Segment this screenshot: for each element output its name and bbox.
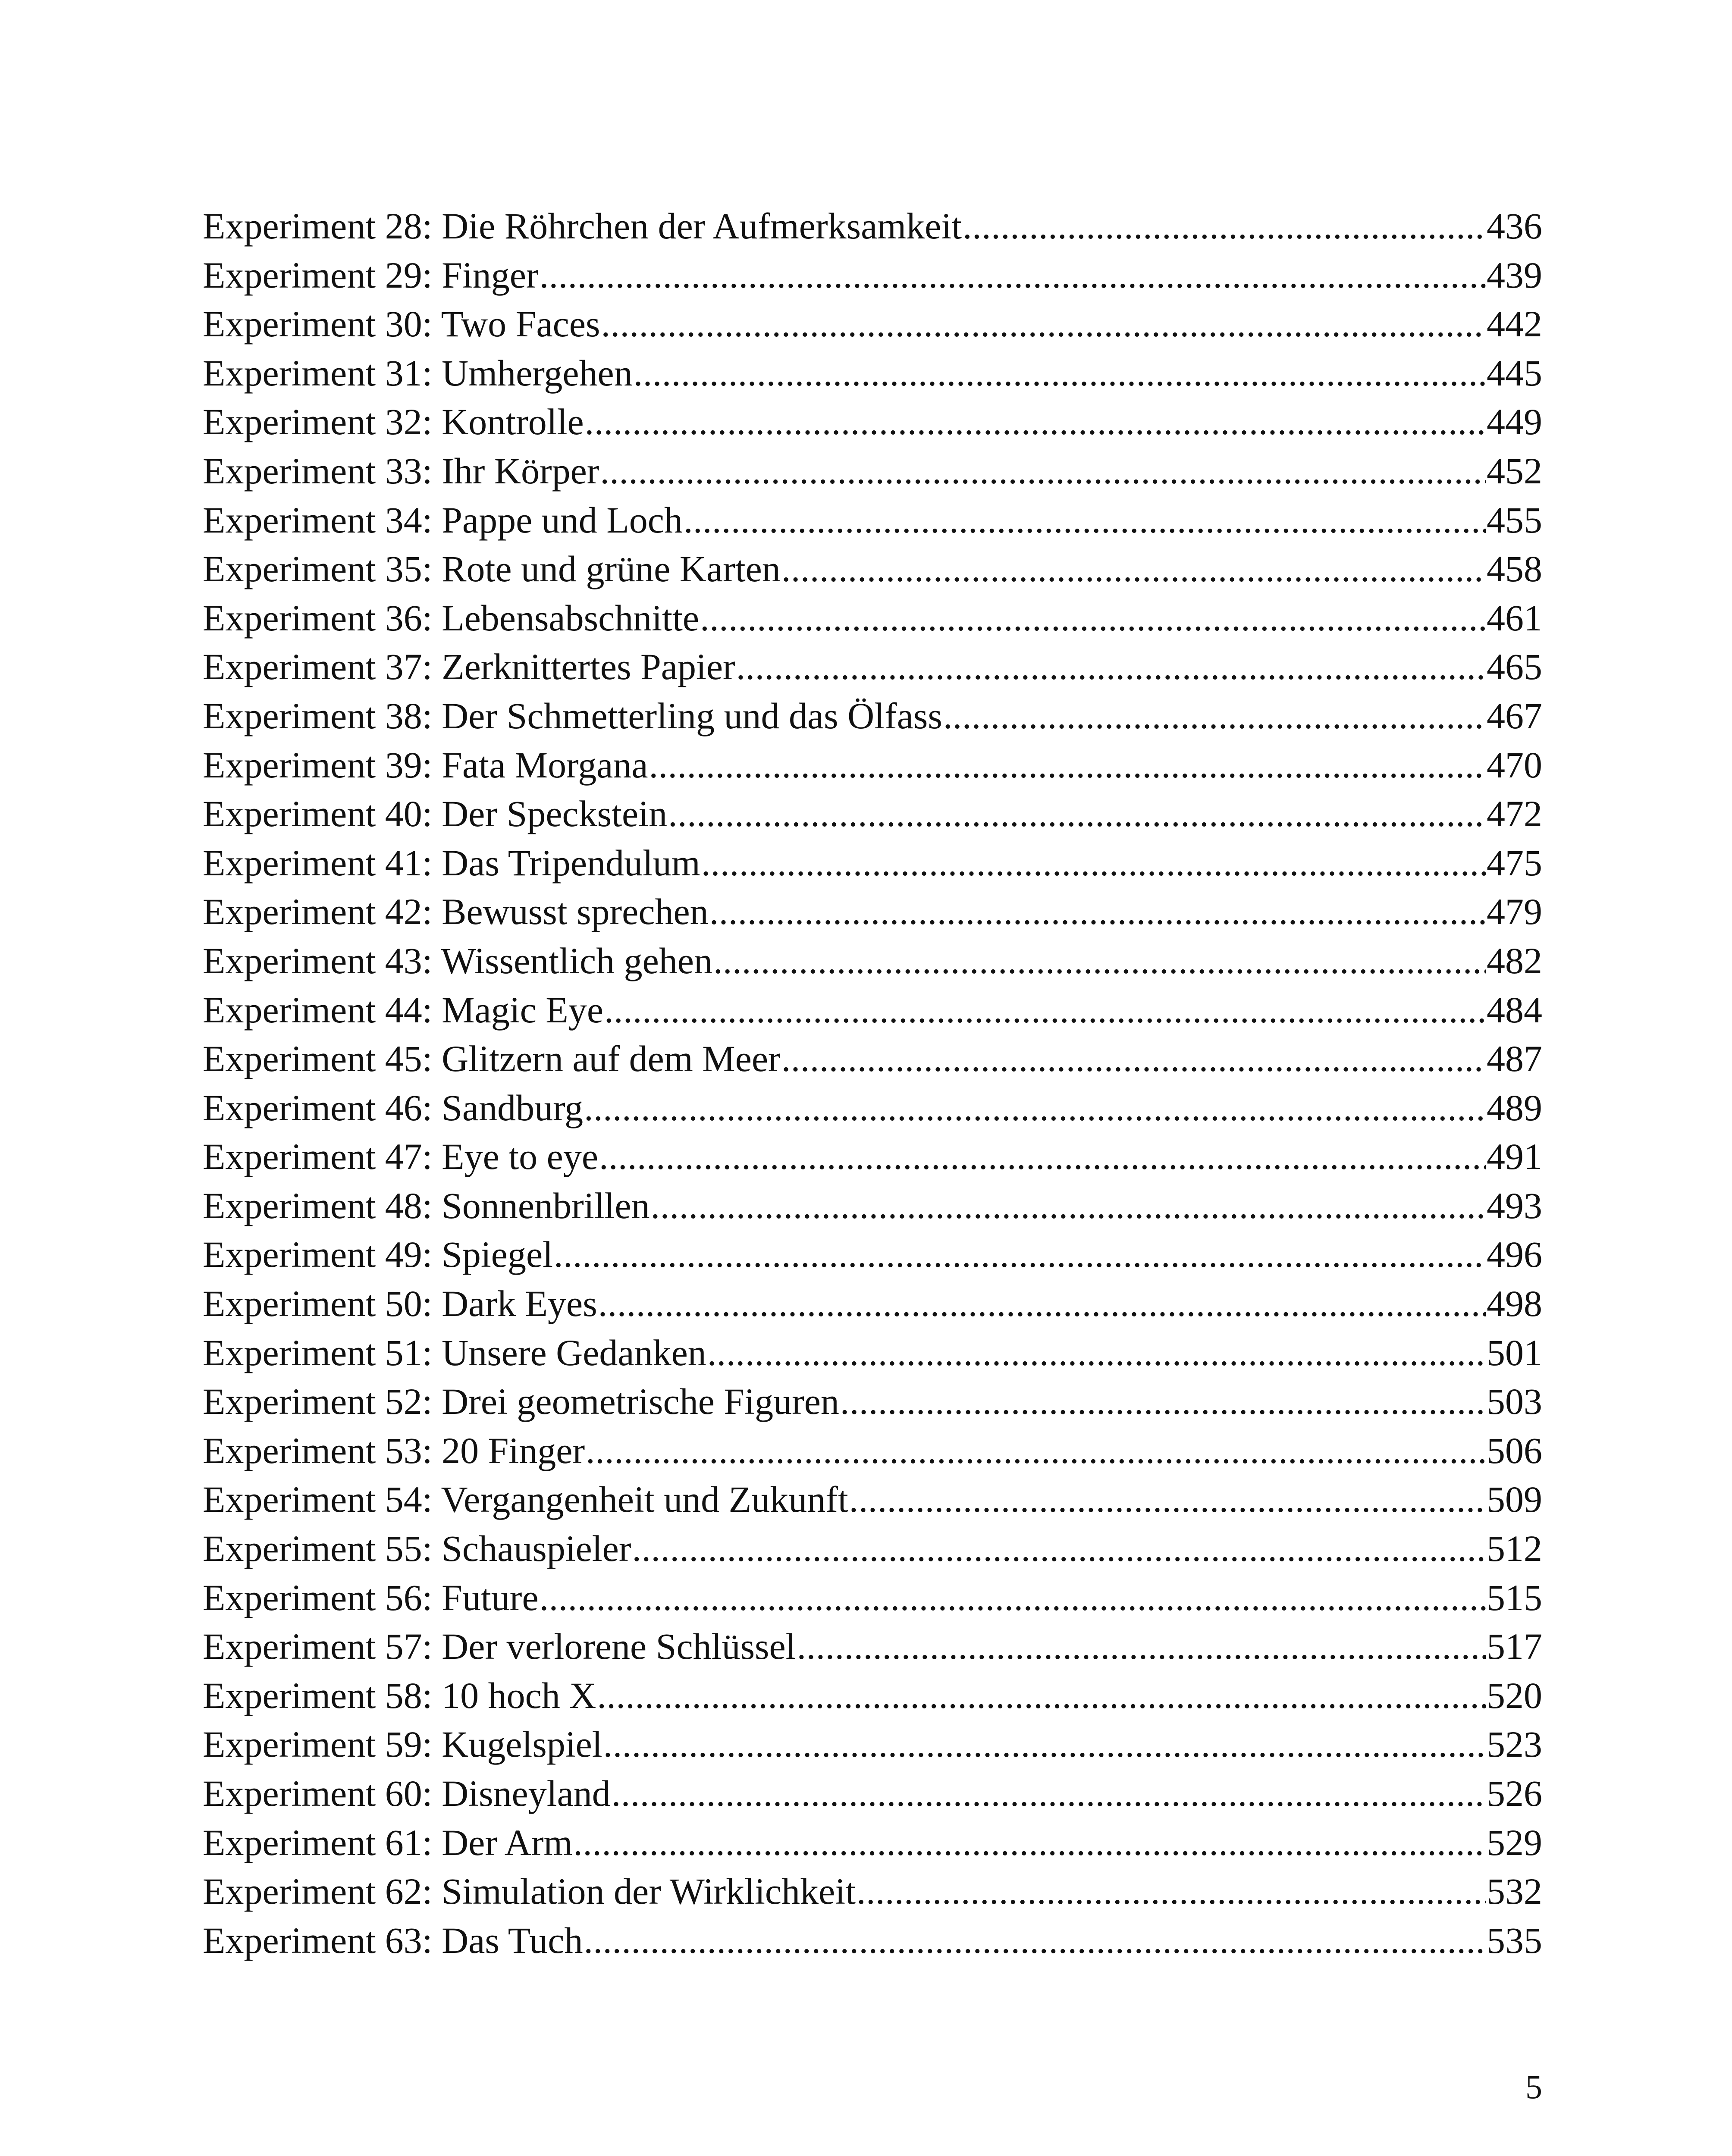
toc-entry[interactable] [203, 839, 1542, 888]
toc-dot-leader [540, 1573, 1486, 1623]
toc-dot-leader [584, 1916, 1486, 1965]
toc-entry-page: 472 [1487, 793, 1542, 835]
toc-entry[interactable] [203, 1230, 1542, 1279]
toc-entry-page: 501 [1487, 1332, 1542, 1373]
toc-dot-leader [781, 545, 1486, 594]
toc-entry-page: 455 [1487, 499, 1542, 541]
toc-dot-leader [601, 300, 1486, 349]
toc-entry-page: 445 [1487, 352, 1542, 394]
toc-dot-leader [651, 1181, 1486, 1231]
toc-entry-title: Experiment 56: Future [203, 1576, 539, 1618]
toc-entry[interactable] [203, 1475, 1542, 1524]
toc-dot-leader [585, 398, 1486, 447]
toc-entry-title: Experiment 35: Rote und grüne Karten [203, 548, 781, 590]
table-of-contents [203, 202, 1542, 1965]
toc-entry[interactable] [203, 741, 1542, 790]
toc-entry-title: Experiment 57: Der verlorene Schlüssel [203, 1626, 796, 1667]
toc-entry-page: 482 [1487, 940, 1542, 981]
toc-entry[interactable] [203, 1132, 1542, 1181]
toc-entry[interactable] [203, 202, 1542, 251]
page-number: 5 [1525, 2068, 1542, 2106]
toc-dot-leader [632, 1524, 1486, 1573]
toc-entry-title: Experiment 42: Bewusst sprechen [203, 891, 709, 933]
toc-entry-title: Experiment 31: Umhergehen [203, 352, 633, 394]
toc-entry-page: 506 [1487, 1429, 1542, 1471]
toc-dot-leader [586, 1426, 1486, 1476]
toc-entry-page: 470 [1487, 744, 1542, 786]
toc-entry[interactable] [203, 1329, 1542, 1378]
toc-entry[interactable] [203, 642, 1542, 692]
toc-entry-page: 458 [1487, 548, 1542, 590]
toc-entry[interactable] [203, 1769, 1542, 1818]
toc-dot-leader [700, 594, 1486, 643]
toc-entry[interactable] [203, 349, 1542, 398]
toc-entry-title: Experiment 53: 20 Finger [203, 1429, 585, 1471]
toc-entry-page: 509 [1487, 1479, 1542, 1520]
toc-entry[interactable] [203, 1181, 1542, 1231]
toc-entry[interactable] [203, 1818, 1542, 1868]
toc-dot-leader [797, 1622, 1486, 1671]
toc-entry-title: Experiment 32: Kontrolle [203, 401, 584, 443]
toc-entry[interactable] [203, 1671, 1542, 1720]
toc-dot-leader [599, 1132, 1486, 1181]
toc-dot-leader [668, 790, 1486, 839]
toc-entry-title: Experiment 29: Finger [203, 254, 539, 296]
toc-entry-page: 475 [1487, 842, 1542, 884]
toc-entry-page: 535 [1487, 1919, 1542, 1961]
toc-dot-leader [701, 839, 1486, 888]
toc-entry[interactable] [203, 692, 1542, 741]
toc-entry-page: 491 [1487, 1136, 1542, 1178]
toc-entry-title: Experiment 44: Magic Eye [203, 989, 603, 1031]
toc-entry[interactable] [203, 1867, 1542, 1916]
toc-entry-title: Experiment 37: Zerknittertes Papier [203, 646, 735, 688]
toc-entry-page: 515 [1487, 1576, 1542, 1618]
toc-dot-leader [943, 692, 1486, 741]
toc-entry-title: Experiment 62: Simulation der Wirklichkeit [203, 1871, 856, 1912]
toc-dot-leader [963, 202, 1486, 251]
toc-entry[interactable] [203, 1426, 1542, 1476]
toc-entry[interactable] [203, 300, 1542, 349]
toc-entry[interactable] [203, 398, 1542, 447]
toc-entry-title: Experiment 51: Unsere Gedanken [203, 1332, 706, 1373]
toc-dot-leader [849, 1475, 1486, 1524]
toc-entry-title: Experiment 28: Die Röhrchen der Aufmerksamkeit [203, 205, 962, 247]
toc-entry-title: Experiment 46: Sandburg [203, 1087, 584, 1128]
toc-entry[interactable] [203, 447, 1542, 496]
toc-entry-page: 520 [1487, 1674, 1542, 1716]
toc-entry-page: 529 [1487, 1821, 1542, 1863]
toc-entry-title: Experiment 38: Der Schmetterling und das Ölfass [203, 695, 942, 736]
toc-entry-page: 479 [1487, 891, 1542, 933]
toc-entry-title: Experiment 36: Lebensabschnitte [203, 597, 700, 639]
toc-entry[interactable] [203, 937, 1542, 986]
toc-entry-page: 436 [1487, 205, 1542, 247]
toc-dot-leader [649, 741, 1486, 790]
toc-entry-page: 523 [1487, 1724, 1542, 1765]
toc-entry-page: 452 [1487, 450, 1542, 492]
toc-entry[interactable] [203, 545, 1542, 594]
toc-entry-page: 526 [1487, 1773, 1542, 1814]
toc-entry-page: 493 [1487, 1185, 1542, 1226]
toc-entry-title: Experiment 52: Drei geometrische Figuren [203, 1381, 839, 1423]
toc-entry-title: Experiment 63: Das Tuch [203, 1919, 583, 1961]
toc-dot-leader [634, 349, 1486, 398]
toc-entry-title: Experiment 43: Wissentlich gehen [203, 940, 712, 981]
toc-entry-page: 439 [1487, 254, 1542, 296]
toc-entry-title: Experiment 45: Glitzern auf dem Meer [203, 1038, 781, 1080]
toc-entry[interactable] [203, 594, 1542, 643]
toc-entry-page: 465 [1487, 646, 1542, 688]
toc-dot-leader [584, 1084, 1486, 1133]
toc-dot-leader [709, 887, 1486, 937]
toc-entry[interactable] [203, 1084, 1542, 1133]
toc-entry-page: 517 [1487, 1626, 1542, 1667]
toc-entry-title: Experiment 54: Vergangenheit und Zukunft [203, 1479, 848, 1520]
toc-entry-title: Experiment 39: Fata Morgana [203, 744, 648, 786]
toc-entry-page: 503 [1487, 1381, 1542, 1423]
toc-entry-page: 484 [1487, 989, 1542, 1031]
toc-dot-leader [840, 1377, 1486, 1426]
toc-entry-title: Experiment 33: Ihr Körper [203, 450, 599, 492]
toc-dot-leader [604, 986, 1486, 1035]
toc-dot-leader [857, 1867, 1486, 1916]
toc-entry[interactable] [203, 986, 1542, 1035]
toc-entry[interactable] [203, 251, 1542, 300]
toc-entry-page: 461 [1487, 597, 1542, 639]
toc-entry-title: Experiment 61: Der Arm [203, 1821, 573, 1863]
toc-entry-page: 467 [1487, 695, 1542, 736]
toc-entry[interactable] [203, 1377, 1542, 1426]
toc-entry-page: 496 [1487, 1234, 1542, 1275]
toc-entry-page: 449 [1487, 401, 1542, 443]
toc-entry[interactable] [203, 496, 1542, 545]
toc-dot-leader [603, 1720, 1486, 1769]
toc-entry-page: 512 [1487, 1528, 1542, 1570]
toc-dot-leader [612, 1769, 1486, 1818]
toc-entry-title: Experiment 40: Der Speckstein [203, 793, 668, 835]
toc-entry-title: Experiment 59: Kugelspiel [203, 1724, 602, 1765]
toc-entry-page: 442 [1487, 303, 1542, 345]
toc-dot-leader [598, 1279, 1486, 1329]
toc-entry-title: Experiment 49: Spiegel [203, 1234, 553, 1275]
toc-dot-leader [684, 496, 1486, 545]
toc-entry[interactable] [203, 1524, 1542, 1573]
toc-entry-title: Experiment 30: Two Faces [203, 303, 600, 345]
toc-dot-leader [707, 1329, 1486, 1378]
toc-entry-title: Experiment 58: 10 hoch X [203, 1674, 596, 1716]
toc-entry[interactable] [203, 1622, 1542, 1671]
toc-dot-leader [736, 642, 1486, 692]
toc-dot-leader [597, 1671, 1486, 1720]
toc-entry[interactable] [203, 1720, 1542, 1769]
toc-dot-leader [781, 1034, 1486, 1084]
toc-entry-title: Experiment 47: Eye to eye [203, 1136, 599, 1178]
toc-entry[interactable] [203, 790, 1542, 839]
toc-dot-leader [540, 251, 1486, 300]
toc-entry-page: 498 [1487, 1283, 1542, 1325]
toc-entry-page: 489 [1487, 1087, 1542, 1128]
toc-entry[interactable] [203, 887, 1542, 937]
toc-entry-title: Experiment 55: Schauspieler [203, 1528, 631, 1570]
toc-dot-leader [573, 1818, 1486, 1868]
toc-entry-title: Experiment 48: Sonnenbrillen [203, 1185, 650, 1226]
toc-entry-page: 487 [1487, 1038, 1542, 1080]
toc-dot-leader [713, 937, 1486, 986]
toc-entry-title: Experiment 34: Pappe und Loch [203, 499, 683, 541]
toc-dot-leader [554, 1230, 1486, 1279]
toc-entry-title: Experiment 60: Disneyland [203, 1773, 611, 1814]
toc-entry[interactable] [203, 1916, 1542, 1965]
toc-entry-title: Experiment 50: Dark Eyes [203, 1283, 597, 1325]
toc-entry-page: 532 [1487, 1871, 1542, 1912]
toc-entry[interactable] [203, 1279, 1542, 1329]
toc-dot-leader [600, 447, 1486, 496]
toc-entry[interactable] [203, 1573, 1542, 1623]
toc-entry[interactable] [203, 1034, 1542, 1084]
toc-entry-title: Experiment 41: Das Tripendulum [203, 842, 700, 884]
